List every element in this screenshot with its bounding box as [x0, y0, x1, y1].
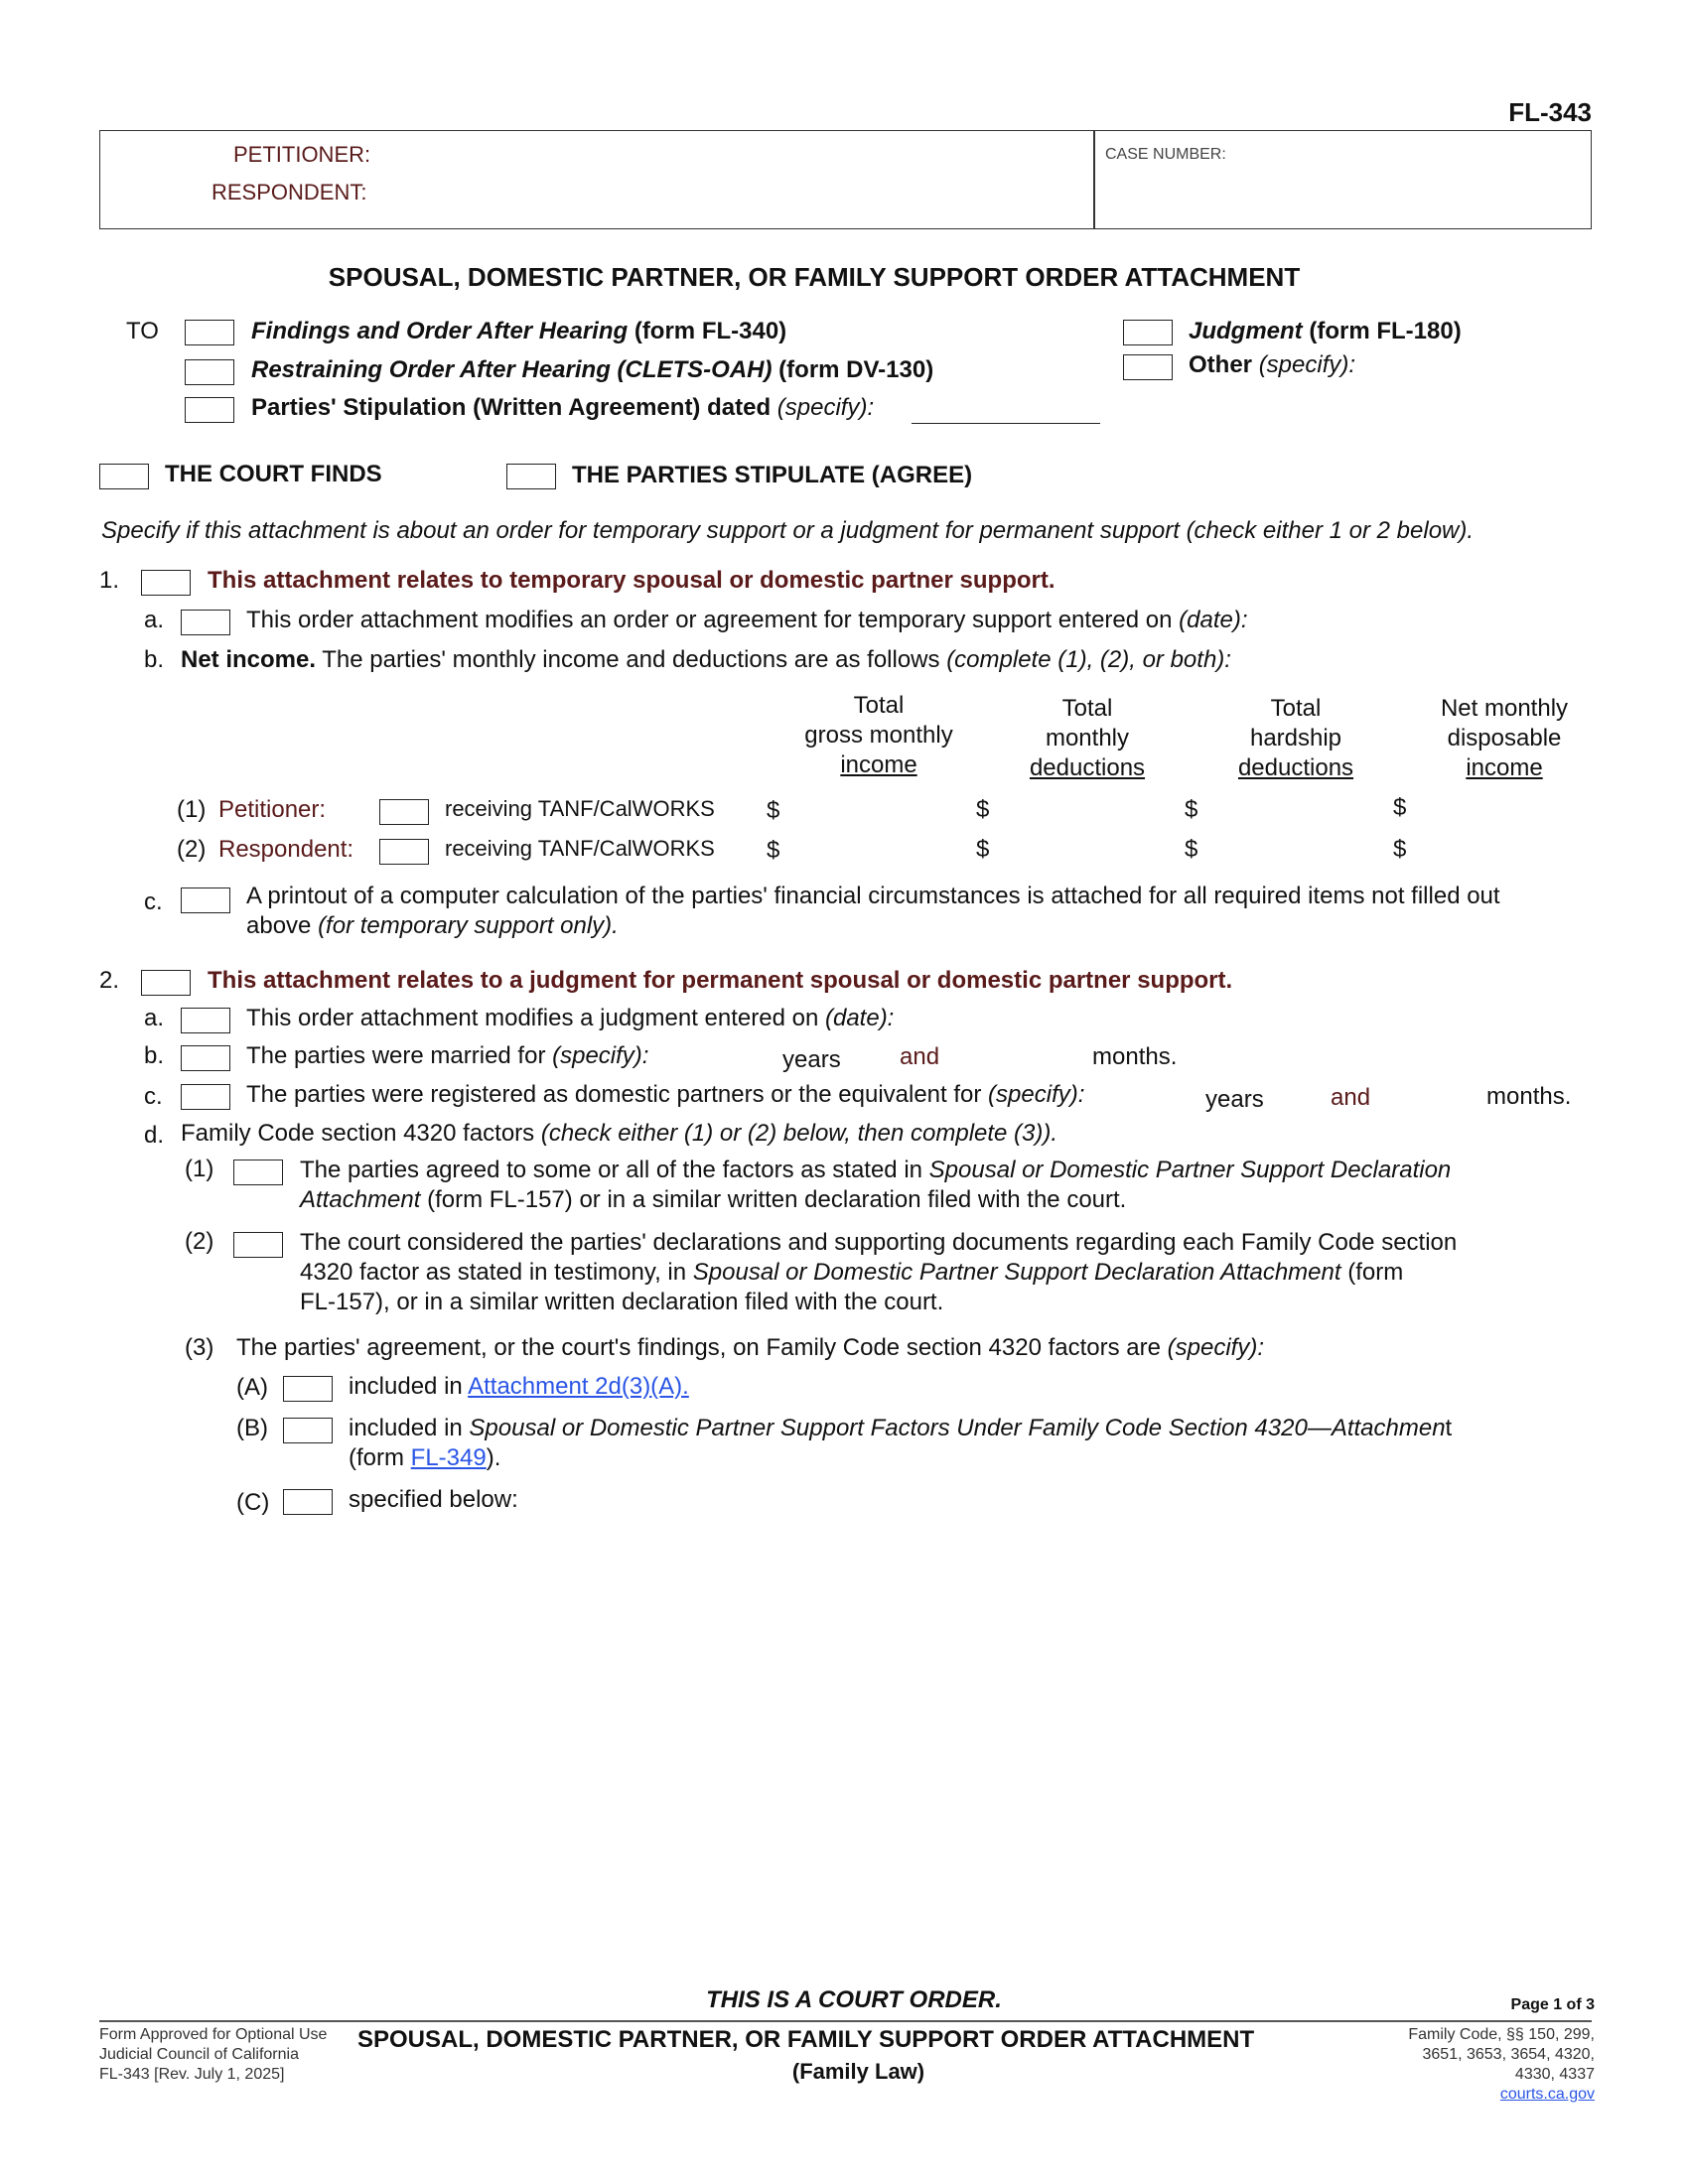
- fl-349-link[interactable]: FL-349: [410, 1444, 487, 1471]
- item2c-and-label: and: [1331, 1084, 1371, 1111]
- item1a-letter: a.: [144, 607, 165, 633]
- item2d3C-text: specified below:: [349, 1486, 518, 1513]
- row2-gross-dollar: $: [767, 837, 780, 864]
- parties-stipulate-label: THE PARTIES STIPULATE (AGREE): [572, 462, 973, 488]
- row1-tanf-label: receiving TANF/CalWORKS: [445, 796, 715, 821]
- item2d3A-text: included in Attachment 2d(3)(A).: [349, 1373, 689, 1400]
- item2d2-text-line1: The court considered the parties' declarations and supporting documents regarding each Family Code section: [300, 1229, 1458, 1256]
- footer-rule: [99, 2020, 1592, 2022]
- restraining-checkbox[interactable]: [185, 359, 234, 385]
- petitioner-label: PETITIONER:: [233, 142, 371, 167]
- item2b-years-label: years: [782, 1046, 841, 1073]
- stipulation-checkbox[interactable]: [185, 397, 234, 423]
- item2b-and-label: and: [900, 1043, 940, 1070]
- row1-tanf-checkbox[interactable]: [379, 799, 429, 825]
- item2d-letter: d.: [144, 1122, 165, 1149]
- row1-number: (1): [177, 796, 207, 823]
- court-finds-checkbox[interactable]: [99, 464, 149, 489]
- item1b-letter: b.: [144, 646, 165, 673]
- item2d2-text-line2: 4320 factor as stated in testimony, in Spousal or Domestic Partner Support Declaration Attachment (form: [300, 1259, 1404, 1286]
- col-net-income-header: Net monthly disposable income: [1440, 695, 1569, 781]
- row2-number: (2): [177, 836, 207, 863]
- item2d1-text-line1: The parties agreed to some or all of the factors as stated in Spousal or Domestic Partner Support Declaration: [300, 1157, 1452, 1183]
- row2-tanf-label: receiving TANF/CalWORKS: [445, 836, 715, 861]
- col-gross-income-header: Total gross monthly income: [804, 692, 953, 778]
- item2c-text: The parties were registered as domestic partners or the equivalent for (specify):: [246, 1081, 1085, 1108]
- row1-petitioner-label: Petitioner:: [218, 796, 327, 823]
- item2c-checkbox[interactable]: [181, 1084, 230, 1110]
- item2c-letter: c.: [144, 1083, 163, 1110]
- form-number: FL-343: [1508, 97, 1592, 127]
- item2d1-text-line2: Attachment (form FL-157) or in a similar written declaration filed with the court.: [300, 1186, 1127, 1213]
- judgment-checkbox[interactable]: [1123, 320, 1173, 345]
- item2d1-number: (1): [185, 1156, 214, 1182]
- row2-hardship-dollar: $: [1185, 836, 1198, 863]
- page-number: Page 1 of 3: [1510, 1996, 1595, 2013]
- item2b-letter: b.: [144, 1042, 165, 1069]
- page-title: SPOUSAL, DOMESTIC PARTNER, OR FAMILY SUPPORT ORDER ATTACHMENT: [328, 262, 1301, 292]
- item2d3-number: (3): [185, 1334, 214, 1361]
- respondent-label: RESPONDENT:: [211, 180, 367, 205]
- item1a-text: This order attachment modifies an order or agreement for temporary support entered on (date):: [246, 607, 1248, 633]
- item1b-text: Net income. The parties' monthly income and deductions are as follows (complete (1), (2), or both):: [181, 646, 1231, 673]
- item2c-years-label: years: [1205, 1086, 1264, 1113]
- findings-option: Findings and Order After Hearing (form FL-340): [251, 318, 787, 344]
- court-finds-label: THE COURT FINDS: [165, 461, 382, 487]
- row2-net-dollar: $: [1393, 836, 1407, 863]
- row2-respondent-label: Respondent:: [218, 836, 354, 863]
- item2-checkbox[interactable]: [141, 970, 191, 996]
- row1-deductions-dollar: $: [976, 796, 990, 823]
- footer-title: SPOUSAL, DOMESTIC PARTNER, OR FAMILY SUPPORT ORDER ATTACHMENT: [357, 2026, 1255, 2053]
- case-number-label: CASE NUMBER:: [1105, 146, 1226, 163]
- courts-website-link[interactable]: courts.ca.gov: [1499, 2086, 1595, 2103]
- item2d3B-number: (B): [236, 1415, 268, 1441]
- other-option: Other (specify):: [1189, 351, 1356, 378]
- item2c-months-label: months.: [1486, 1083, 1572, 1110]
- item2d3A-number: (A): [236, 1374, 268, 1401]
- item2d3A-checkbox[interactable]: [283, 1376, 333, 1402]
- item2b-months-label: months.: [1092, 1043, 1178, 1070]
- caption-divider: [1093, 131, 1095, 228]
- court-order-notice: THIS IS A COURT ORDER.: [706, 1986, 1002, 2013]
- item2-number: 2.: [99, 967, 120, 994]
- item2d3B-text-line2: (form FL-349).: [349, 1444, 501, 1471]
- item2d2-number: (2): [185, 1228, 214, 1255]
- restraining-option: Restraining Order After Hearing (CLETS-OAH) (form DV-130): [251, 356, 934, 383]
- item2a-text: This order attachment modifies a judgment entered on (date):: [246, 1005, 895, 1031]
- item2-heading: This attachment relates to a judgment for permanent spousal or domestic partner support.: [208, 967, 1233, 994]
- footer-right-block: Family Code, §§ 150, 299, 3651, 3653, 3654, 4320, 4330, 4337 courts.ca.gov: [1408, 2026, 1595, 2103]
- item2d3C-number: (C): [236, 1489, 270, 1516]
- item2d-text: Family Code section 4320 factors (check either (1) or (2) below, then complete (3)).: [181, 1120, 1058, 1147]
- row1-net-dollar: $: [1393, 794, 1407, 821]
- findings-checkbox[interactable]: [185, 320, 234, 345]
- item2a-checkbox[interactable]: [181, 1008, 230, 1033]
- footer-left-block: Form Approved for Optional Use Judicial Council of California FL-343 [Rev. July 1, 2025]: [99, 2026, 328, 2083]
- item2d3B-text-line1: included in Spousal or Domestic Partner Support Factors Under Family Code Section 4320—Attachment: [349, 1415, 1453, 1441]
- item1-number: 1.: [99, 567, 120, 594]
- item2d3C-checkbox[interactable]: [283, 1489, 333, 1515]
- specify-note: Specify if this attachment is about an order for temporary support or a judgment for permanent support (check either 1 or 2 below).: [101, 517, 1475, 544]
- item2d2-checkbox[interactable]: [233, 1232, 283, 1258]
- row1-gross-dollar: $: [767, 797, 780, 824]
- item1c-letter: c.: [144, 888, 163, 915]
- row2-deductions-dollar: $: [976, 836, 990, 863]
- item2b-checkbox[interactable]: [181, 1045, 230, 1071]
- item1-heading: This attachment relates to temporary spousal or domestic partner support.: [208, 567, 1055, 594]
- item1a-checkbox[interactable]: [181, 610, 230, 635]
- item2b-text: The parties were married for (specify):: [246, 1042, 649, 1069]
- to-label: TO: [126, 318, 159, 344]
- col-monthly-deductions-header: Total monthly deductions: [1029, 695, 1146, 781]
- attachment-2d3a-link[interactable]: Attachment 2d(3)(A).: [468, 1373, 689, 1400]
- row2-tanf-checkbox[interactable]: [379, 839, 429, 865]
- stipulation-option: Parties' Stipulation (Written Agreement) dated (specify):: [251, 394, 875, 421]
- item2d3-text: The parties' agreement, or the court's findings, on Family Code section 4320 factors are (specify):: [236, 1334, 1264, 1361]
- item1c-text-line1: A printout of a computer calculation of the parties' financial circumstances is attached for all required items not filled out: [246, 883, 1500, 909]
- caption-box: [99, 130, 1592, 229]
- item2a-letter: a.: [144, 1005, 165, 1031]
- item2d3B-checkbox[interactable]: [283, 1418, 333, 1443]
- row1-hardship-dollar: $: [1185, 796, 1198, 823]
- judgment-option: Judgment (form FL-180): [1189, 318, 1462, 344]
- other-checkbox[interactable]: [1123, 354, 1173, 380]
- item2d2-text-line3: FL-157), or in a similar written declaration filed with the court.: [300, 1289, 944, 1315]
- footer-subtitle: (Family Law): [791, 2059, 925, 2084]
- parties-stipulate-checkbox[interactable]: [506, 464, 556, 489]
- col-hardship-deductions-header: Total hardship deductions: [1237, 695, 1354, 781]
- stipulation-date-line[interactable]: [912, 422, 1100, 424]
- item1-checkbox[interactable]: [141, 570, 191, 596]
- item1c-text-line2: above (for temporary support only).: [246, 912, 619, 939]
- item1c-checkbox[interactable]: [181, 887, 230, 913]
- item2d1-checkbox[interactable]: [233, 1160, 283, 1185]
